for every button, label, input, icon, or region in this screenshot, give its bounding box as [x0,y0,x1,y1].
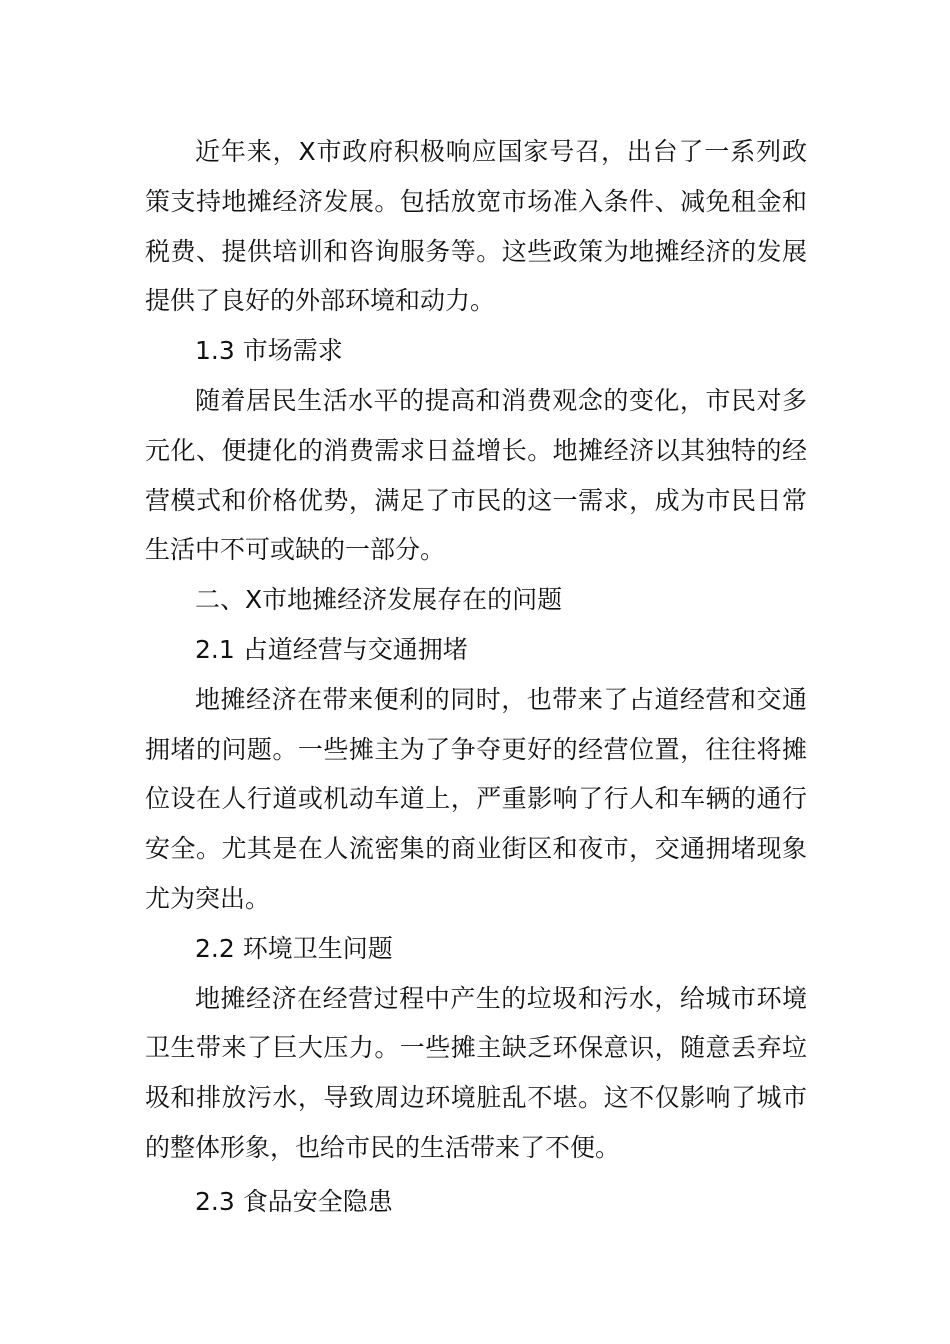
paragraph-market-demand: 随着居民生活水平的提高和消费观念的变化，市民对多元化、便捷化的消费需求日益增长。地摊经济以其独特的经营模式和价格优势，满足了市民的这一需求，成为市民日常生活中不可或缺的一部分。 [145,385,807,565]
heading-2-2-sanitation: 2.2 环境卫生问题 [195,933,393,963]
document-page [145,127,807,1227]
heading-1-3-market-demand: 1.3 市场需求 [195,336,343,366]
heading-2-1-road-occupation: 2.1 占道经营与交通拥堵 [195,634,468,664]
heading-2-3-food-safety: 2.3 食品安全隐患 [195,1186,393,1216]
paragraph-sanitation: 地摊经济在经营过程中产生的垃圾和污水，给城市环境卫生带来了巨大压力。一些摊主缺乏环保意识，随意丢弃垃圾和排放污水，导致周边环境脏乱不堪。这不仅影响了城市的整体形象，也给市民的生活带来了不便。 [145,983,807,1162]
paragraph-policy-support: 近年来，X市政府积极响应国家号召，出台了一系列政策支持地摊经济发展。包括放宽市场准入条件、减免租金和税费、提供培训和咨询服务等。这些政策为地摊经济的发展提供了良好的外部环境和动力。 [145,137,807,316]
heading-section-2-problems: 二、X市地摊经济发展存在的问题 [195,585,563,615]
paragraph-road-occupation: 地摊经济在带来便利的同时，也带来了占道经营和交通拥堵的问题。一些摊主为了争夺更好的经营位置，往往将摊位设在人行道或机动车道上，严重影响了行人和车辆的通行安全。尤其是在人流密集的商业街区和夜市，交通拥堵现象尤为突出。 [145,684,807,913]
